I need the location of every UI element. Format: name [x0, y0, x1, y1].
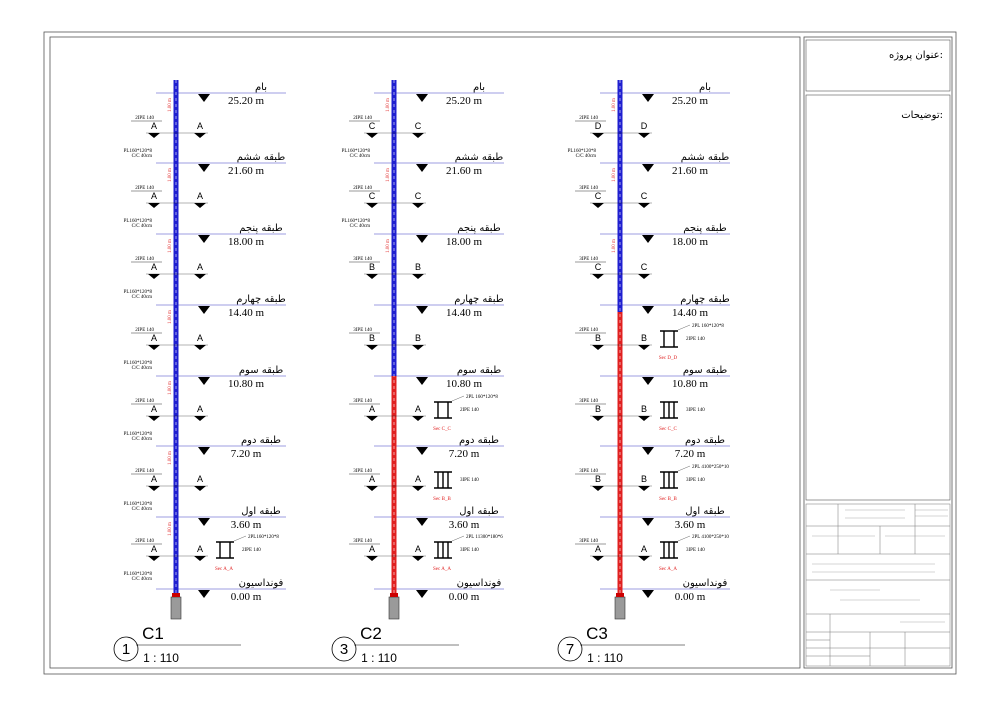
section-arrow-icon	[366, 345, 378, 350]
profile-label: 2IPE 140	[353, 116, 372, 121]
level-name: طبقه چهارم	[454, 294, 504, 305]
level-marker-icon	[642, 518, 654, 526]
profile-label: 2IPE 140	[579, 116, 598, 121]
level-name: فونداسیون	[682, 578, 728, 589]
plate-spacing: C/C 40cm	[131, 577, 152, 582]
level-name: طبقه ششم	[454, 152, 504, 163]
section-arrow-icon	[194, 274, 206, 279]
section-arrow-icon	[148, 416, 160, 421]
level-value: 0.00 m	[448, 591, 480, 603]
section-profile-label: 3IPE 140	[686, 408, 705, 413]
section-arrow-icon	[366, 274, 378, 279]
section-profile-label: 2IPE 140	[686, 337, 705, 342]
level-value: 25.20 m	[227, 95, 265, 107]
profile-label: 3IPE 140	[579, 399, 598, 404]
section-arrow-icon	[148, 274, 160, 279]
dimension-label: 1.00 m	[612, 98, 617, 112]
dimension-label: 1.00 m	[168, 168, 173, 182]
profile-label: 3IPE 140	[579, 186, 598, 191]
section-arrow-icon	[638, 416, 650, 421]
base-plate	[616, 593, 624, 597]
level-name: بام	[254, 82, 268, 93]
level-marker-icon	[642, 377, 654, 385]
section-letter-left: D	[594, 121, 602, 131]
plate-note: PL160*120*8	[123, 572, 152, 577]
section-arrow-icon	[638, 486, 650, 491]
level-name: بام	[698, 82, 712, 93]
base-footing	[389, 597, 399, 619]
column-scale: 1 : 110	[143, 651, 179, 665]
level-value: 3.60 m	[230, 519, 262, 531]
column-number: 3	[339, 641, 349, 658]
plate-note: PL160*120*8	[123, 290, 152, 295]
section-plate-label: 2PL 11300*180*6	[466, 535, 503, 540]
section-letter-right: A	[196, 333, 204, 343]
level-name: طبقه اول	[685, 506, 725, 517]
section-arrow-icon	[194, 203, 206, 208]
section-arrow-icon	[412, 556, 424, 561]
column-name: C3	[586, 624, 608, 643]
section-profile-label: 3IPE 140	[686, 548, 705, 553]
section-arrow-icon	[194, 556, 206, 561]
dimension-label: 1.00 m	[168, 98, 173, 112]
level-name: طبقه ششم	[236, 152, 286, 163]
section-letter-left: A	[150, 121, 158, 131]
level-value: 0.00 m	[230, 591, 262, 603]
section-arrow-icon	[412, 274, 424, 279]
section-arrow-icon	[592, 486, 604, 491]
level-name: فونداسیون	[456, 578, 502, 589]
section-arrow-icon	[148, 486, 160, 491]
section-letter-left: A	[368, 404, 376, 414]
profile-label: 3IPE 140	[353, 257, 372, 262]
level-value: 10.80 m	[227, 378, 265, 390]
section-arrow-icon	[194, 416, 206, 421]
section-letter-right: B	[640, 474, 648, 484]
section-letter-right: C	[414, 191, 422, 201]
section-arrow-icon	[592, 556, 604, 561]
level-marker-icon	[198, 164, 210, 172]
section-detail	[659, 402, 705, 432]
section-arrow-icon	[148, 345, 160, 350]
level-value: 18.00 m	[227, 236, 265, 248]
dimension-label: 1.00 m	[386, 239, 391, 253]
level-value: 14.40 m	[227, 307, 265, 319]
profile-label: 3IPE 140	[353, 469, 372, 474]
level-name: طبقه دوم	[240, 435, 282, 446]
dimension-label: 1.00 m	[612, 168, 617, 182]
section-letter-right: A	[196, 121, 204, 131]
level-value: 10.80 m	[671, 378, 709, 390]
section-arrow-icon	[148, 203, 160, 208]
profile-label: 2IPE 140	[135, 328, 154, 333]
level-value: 25.20 m	[671, 95, 709, 107]
section-letter-left: C	[368, 121, 376, 131]
level-marker-icon	[416, 164, 428, 172]
column-name: C1	[142, 624, 164, 643]
level-marker-icon	[198, 306, 210, 314]
section-leader	[678, 466, 690, 471]
section-letter-right: B	[640, 333, 648, 343]
section-letter-left: A	[368, 544, 376, 554]
base-footing	[171, 597, 181, 619]
section-arrow-icon	[366, 203, 378, 208]
level-marker-icon	[642, 164, 654, 172]
dimension-label: 1.00 m	[168, 522, 173, 536]
section-letter-right: A	[196, 474, 204, 484]
section-arrow-icon	[412, 416, 424, 421]
plate-spacing: C/C 40cm	[131, 224, 152, 229]
plate-spacing: C/C 40cm	[131, 507, 152, 512]
level-name: طبقه سوم	[682, 365, 728, 376]
section-arrow-icon	[592, 133, 604, 138]
description-label: توضیحات:	[901, 110, 943, 121]
level-value: 18.00 m	[445, 236, 483, 248]
section-arrow-icon	[412, 486, 424, 491]
section-letter-right: A	[640, 544, 648, 554]
level-name: طبقه سوم	[238, 365, 284, 376]
section-title: Sec C_C	[659, 427, 677, 432]
section-letter-left: C	[594, 262, 602, 272]
level-value: 21.60 m	[227, 165, 265, 177]
level-value: 3.60 m	[448, 519, 480, 531]
section-arrow-icon	[412, 133, 424, 138]
level-marker-icon	[642, 447, 654, 455]
section-plate-label: 2PL 160*120*8	[692, 324, 724, 329]
column-elevation-c1	[114, 80, 286, 665]
section-leader	[452, 396, 464, 401]
profile-label: 3IPE 140	[579, 469, 598, 474]
level-marker-icon	[416, 94, 428, 102]
section-letter-left: A	[150, 474, 158, 484]
section-profile-label: 3IPE 140	[460, 548, 479, 553]
section-letter-right: C	[640, 262, 648, 272]
level-marker-icon	[416, 590, 428, 598]
profile-label: 2IPE 140	[135, 399, 154, 404]
description-box	[806, 95, 950, 500]
level-value: 25.20 m	[445, 95, 483, 107]
level-value: 7.20 m	[448, 448, 480, 460]
section-letter-right: A	[196, 262, 204, 272]
section-detail	[659, 324, 725, 361]
level-name: طبقه پنجم	[239, 223, 283, 234]
plate-spacing: C/C 40cm	[349, 154, 370, 159]
section-arrow-icon	[638, 133, 650, 138]
section-letter-right: B	[414, 333, 422, 343]
level-value: 3.60 m	[674, 519, 706, 531]
dimension-label: 1.00 m	[168, 239, 173, 253]
level-marker-icon	[416, 377, 428, 385]
plate-note: PL160*120*8	[123, 361, 152, 366]
level-name: طبقه دوم	[684, 435, 726, 446]
column-scale: 1 : 110	[587, 651, 623, 665]
profile-label: 2IPE 140	[135, 539, 154, 544]
level-marker-icon	[416, 235, 428, 243]
section-letter-right: A	[196, 544, 204, 554]
level-marker-icon	[198, 377, 210, 385]
plate-note: PL160*120*8	[567, 149, 596, 154]
section-letter-left: B	[368, 262, 376, 272]
base-plate	[172, 593, 180, 597]
section-arrow-icon	[638, 203, 650, 208]
level-value: 14.40 m	[445, 307, 483, 319]
level-name: طبقه چهارم	[236, 294, 286, 305]
level-value: 18.00 m	[671, 236, 709, 248]
section-arrow-icon	[194, 486, 206, 491]
section-profile-label: 3IPE 140	[460, 478, 479, 483]
level-marker-icon	[198, 94, 210, 102]
section-title: Sec A_A	[215, 567, 233, 572]
dimension-label: 1.00 m	[386, 98, 391, 112]
section-letter-left: A	[150, 333, 158, 343]
section-letter-left: A	[594, 544, 602, 554]
section-arrow-icon	[592, 274, 604, 279]
section-letter-left: A	[150, 262, 158, 272]
title-block-grid	[806, 504, 950, 666]
section-letter-left: C	[368, 191, 376, 201]
section-title: Sec D_D	[658, 356, 678, 361]
section-arrow-icon	[592, 416, 604, 421]
profile-label: 2IPE 140	[135, 116, 154, 121]
profile-label: 2IPE 140	[135, 186, 154, 191]
profile-label: 3IPE 140	[353, 328, 372, 333]
profile-label: 3IPE 140	[353, 399, 372, 404]
section-arrow-icon	[638, 345, 650, 350]
section-letter-right: A	[414, 474, 422, 484]
section-letter-left: A	[150, 544, 158, 554]
column-elevation-c2	[332, 80, 504, 665]
section-letter-left: B	[594, 404, 602, 414]
section-detail	[433, 535, 503, 572]
level-name: طبقه پنجم	[457, 223, 501, 234]
level-marker-icon	[198, 518, 210, 526]
column-number: 1	[121, 641, 131, 658]
profile-label: 3IPE 140	[353, 539, 372, 544]
section-letter-left: A	[150, 191, 158, 201]
section-arrow-icon	[592, 345, 604, 350]
dimension-label: 1.00 m	[168, 310, 173, 324]
section-arrow-icon	[638, 274, 650, 279]
dimension-label: 1.00 m	[168, 381, 173, 395]
section-profile-label: 2IPE 140	[242, 548, 261, 553]
base-plate	[390, 593, 398, 597]
level-marker-icon	[642, 306, 654, 314]
section-letter-right: C	[414, 121, 422, 131]
section-letter-right: C	[640, 191, 648, 201]
section-arrow-icon	[592, 203, 604, 208]
level-marker-icon	[642, 590, 654, 598]
level-marker-icon	[198, 590, 210, 598]
plate-spacing: C/C 40cm	[131, 154, 152, 159]
section-arrow-icon	[148, 133, 160, 138]
section-detail	[433, 395, 498, 432]
level-marker-icon	[642, 94, 654, 102]
section-arrow-icon	[194, 345, 206, 350]
section-detail	[659, 465, 729, 502]
plate-note: PL160*120*8	[123, 219, 152, 224]
section-leader	[678, 325, 690, 330]
level-marker-icon	[416, 306, 428, 314]
section-arrow-icon	[366, 486, 378, 491]
section-profile-label: 2IPE 140	[460, 408, 479, 413]
level-marker-icon	[198, 235, 210, 243]
section-letter-right: B	[640, 404, 648, 414]
section-arrow-icon	[366, 133, 378, 138]
section-letter-left: A	[368, 474, 376, 484]
level-value: 0.00 m	[674, 591, 706, 603]
column-drawings	[114, 80, 730, 665]
section-plate-label: 2PL 4100*250*10	[692, 535, 729, 540]
section-arrow-icon	[148, 556, 160, 561]
level-name: طبقه ششم	[680, 152, 730, 163]
section-title: Sec C_C	[433, 427, 451, 432]
column-name: C2	[360, 624, 382, 643]
plate-spacing: C/C 40cm	[575, 154, 596, 159]
section-letter-right: A	[414, 404, 422, 414]
column-scale: 1 : 110	[361, 651, 397, 665]
level-marker-icon	[198, 447, 210, 455]
base-footing	[615, 597, 625, 619]
section-title: Sec B_B	[433, 497, 451, 502]
section-title: Sec A_A	[659, 567, 677, 572]
plate-note: PL160*120*8	[123, 149, 152, 154]
level-value: 7.20 m	[674, 448, 706, 460]
section-letter-right: A	[414, 544, 422, 554]
section-detail	[659, 535, 729, 572]
level-value: 7.20 m	[230, 448, 262, 460]
section-arrow-icon	[366, 556, 378, 561]
level-value: 21.60 m	[671, 165, 709, 177]
level-marker-icon	[642, 235, 654, 243]
section-letter-left: C	[594, 191, 602, 201]
section-title: Sec B_B	[659, 497, 677, 502]
profile-label: 2IPE 140	[353, 186, 372, 191]
plate-note: PL160*120*8	[123, 432, 152, 437]
section-letter-left: B	[368, 333, 376, 343]
dimension-label: 1.00 m	[612, 239, 617, 253]
section-letter-right: B	[414, 262, 422, 272]
section-arrow-icon	[194, 133, 206, 138]
plate-spacing: C/C 40cm	[131, 295, 152, 300]
level-name: طبقه اول	[459, 506, 499, 517]
section-letter-left: B	[594, 333, 602, 343]
project-title-box	[806, 40, 950, 91]
profile-label: 2IPE 140	[135, 469, 154, 474]
level-marker-icon	[416, 447, 428, 455]
section-plate-label: 2PL160*120*8	[248, 535, 279, 540]
profile-label: 3IPE 140	[579, 539, 598, 544]
section-title: Sec A_A	[433, 567, 451, 572]
plate-spacing: C/C 40cm	[349, 224, 370, 229]
dimension-label: 1.00 m	[386, 168, 391, 182]
project-title-label: عنوان پروژه:	[888, 50, 943, 61]
column-number: 7	[565, 641, 575, 658]
section-letter-right: A	[196, 191, 204, 201]
title-block-frame	[804, 37, 952, 668]
section-leader	[234, 536, 246, 541]
level-name: طبقه دوم	[458, 435, 500, 446]
plate-note: PL160*120*8	[341, 149, 370, 154]
title-block	[804, 37, 952, 668]
section-plate-label: 2PL 4100*250*10	[692, 465, 729, 470]
section-plate-label: 2PL 160*120*8	[466, 395, 498, 400]
section-leader	[452, 536, 464, 541]
plate-spacing: C/C 40cm	[131, 437, 152, 442]
section-arrow-icon	[412, 203, 424, 208]
section-letter-left: B	[594, 474, 602, 484]
section-letter-right: A	[196, 404, 204, 414]
level-value: 10.80 m	[445, 378, 483, 390]
level-name: فونداسیون	[238, 578, 284, 589]
column-shaft-red	[392, 376, 397, 597]
plate-note: PL160*120*8	[341, 219, 370, 224]
level-name: بام	[472, 82, 486, 93]
section-detail	[433, 472, 479, 502]
level-value: 14.40 m	[671, 307, 709, 319]
section-arrow-icon	[412, 345, 424, 350]
dimension-label: 1.00 m	[168, 451, 173, 465]
section-letter-left: A	[150, 404, 158, 414]
section-letter-right: D	[640, 121, 648, 131]
section-arrow-icon	[366, 416, 378, 421]
section-arrow-icon	[638, 556, 650, 561]
level-name: طبقه پنجم	[683, 223, 727, 234]
column-elevation-c3	[558, 80, 730, 665]
section-detail	[215, 535, 279, 572]
profile-label: 2IPE 140	[579, 328, 598, 333]
profile-label: 3IPE 140	[579, 257, 598, 262]
sheet-border-inner	[50, 37, 800, 668]
profile-label: 2IPE 140	[135, 257, 154, 262]
plate-spacing: C/C 40cm	[131, 366, 152, 371]
level-value: 21.60 m	[445, 165, 483, 177]
level-name: طبقه اول	[241, 506, 281, 517]
section-profile-label: 3IPE 140	[686, 478, 705, 483]
level-marker-icon	[416, 518, 428, 526]
plate-note: PL160*120*8	[123, 502, 152, 507]
level-name: طبقه سوم	[456, 365, 502, 376]
level-name: طبقه چهارم	[680, 294, 730, 305]
section-leader	[678, 536, 690, 541]
